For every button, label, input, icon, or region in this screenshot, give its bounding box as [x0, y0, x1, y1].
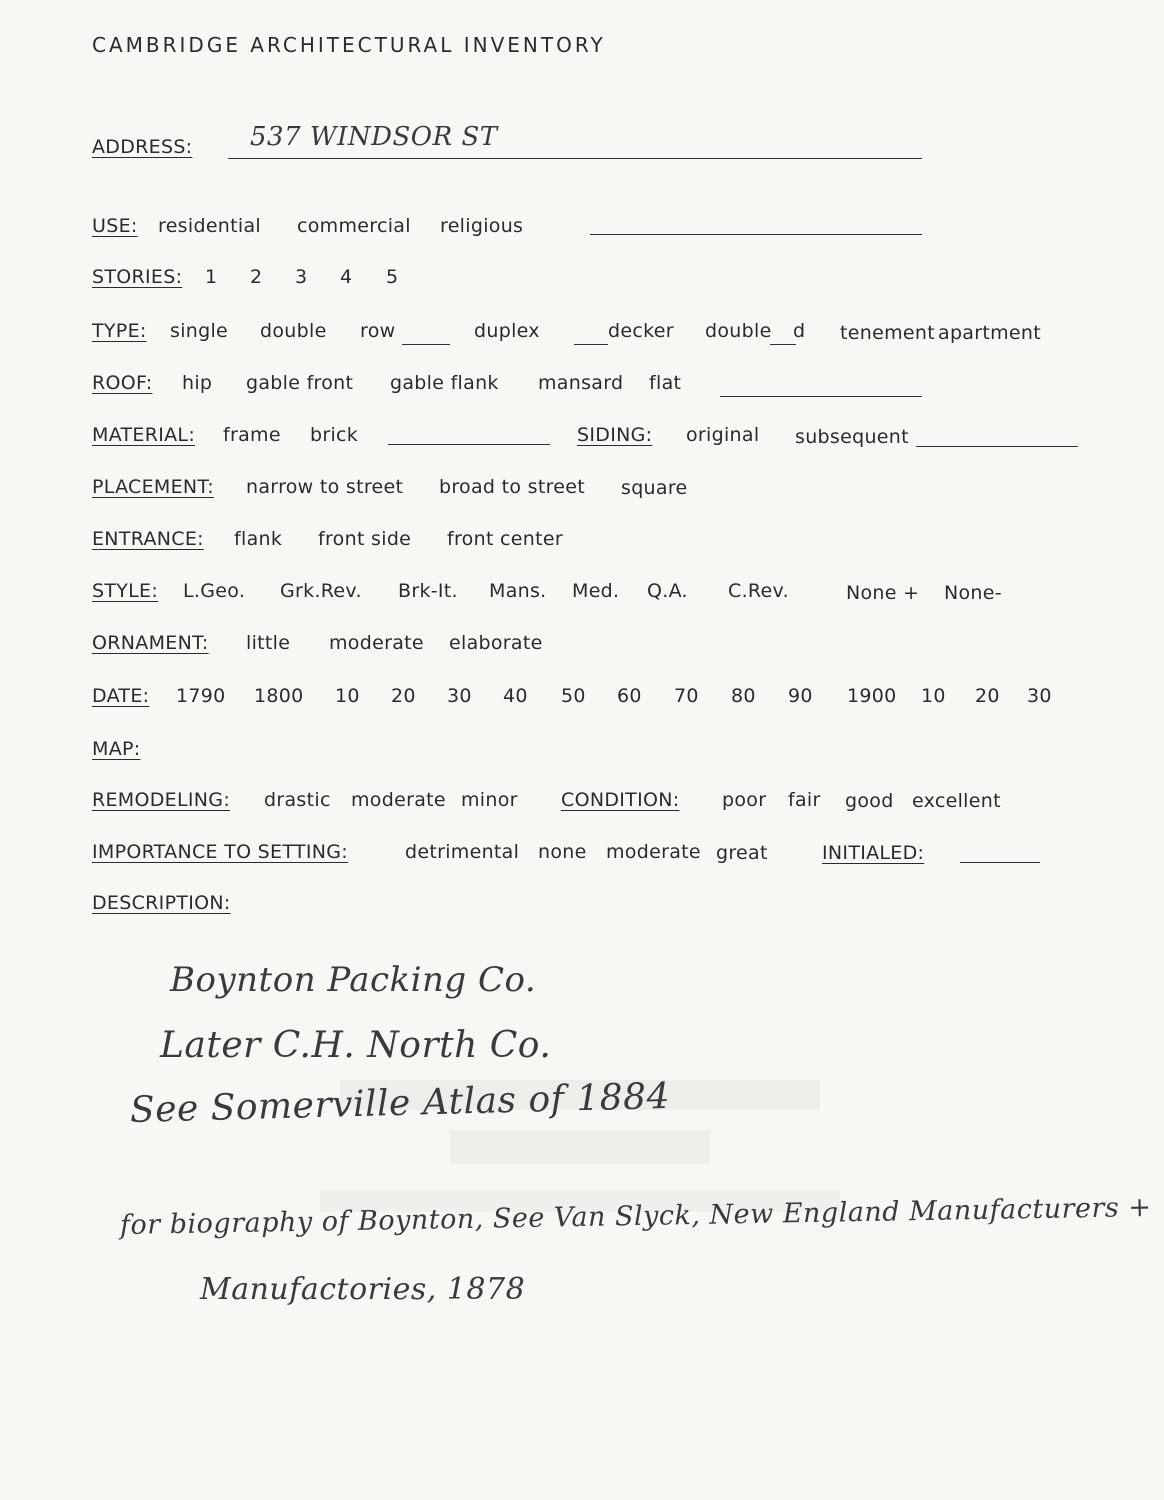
condition-option: poor [722, 789, 767, 811]
type-option: double [705, 320, 772, 342]
date-option: 70 [674, 685, 699, 707]
style-option: L.Geo. [183, 580, 246, 602]
address-line [228, 158, 922, 159]
date-option: 80 [731, 685, 756, 707]
use-label: USE: [92, 215, 138, 237]
double-d-blank-line [770, 344, 796, 345]
date-option: 60 [617, 685, 642, 707]
ornament-label: ORNAMENT: [92, 632, 209, 654]
type-option: tenement [840, 322, 935, 344]
entrance-label: ENTRANCE: [92, 528, 204, 550]
type-option: decker [608, 320, 674, 342]
description-line: Boynton Packing Co. [170, 960, 537, 1000]
remodeling-option: minor [461, 789, 518, 811]
type-option: row [360, 320, 396, 342]
material-option: frame [223, 424, 281, 446]
material-other-line [388, 444, 550, 445]
type-option: single [170, 320, 229, 342]
placement-option: broad to street [439, 476, 586, 498]
siding-option: subsequent [795, 426, 909, 448]
style-option: Brk-It. [398, 580, 458, 602]
stories-label: STORIES: [92, 266, 183, 288]
entrance-option: front side [318, 528, 412, 550]
ornament-option: little [246, 632, 291, 654]
initialed-line [960, 862, 1040, 863]
style-option: None + [846, 582, 920, 604]
roof-option: hip [182, 372, 213, 394]
entrance-option: flank [234, 528, 283, 550]
type-option: duplex [474, 320, 540, 342]
stories-option: 4 [340, 266, 353, 288]
date-option: 1900 [847, 685, 897, 707]
description-line: Manufactories, 1878 [200, 1272, 526, 1307]
date-option: 30 [447, 685, 472, 707]
date-label: DATE: [92, 685, 150, 707]
stories-option: 1 [205, 266, 218, 288]
importance-option: great [716, 842, 768, 864]
type-option: double [260, 320, 327, 342]
roof-option: gable front [246, 372, 354, 394]
date-option: 30 [1027, 685, 1052, 707]
material-label: MATERIAL: [92, 424, 196, 446]
use-other-line [590, 234, 922, 235]
siding-other-line [916, 446, 1078, 447]
roof-other-line [720, 396, 922, 397]
style-option: Q.A. [647, 580, 688, 602]
date-option: 50 [561, 685, 586, 707]
stories-option: 5 [386, 266, 399, 288]
form-title: CAMBRIDGE ARCHITECTURAL INVENTORY [92, 33, 606, 57]
condition-option: excellent [912, 790, 1001, 812]
stories-option: 3 [295, 266, 308, 288]
style-label: STYLE: [92, 580, 159, 602]
description-label: DESCRIPTION: [92, 892, 231, 914]
entrance-option: front center [447, 528, 563, 550]
roof-option: flat [649, 372, 682, 394]
description-line: See Somerville Atlas of 1884 [129, 1075, 671, 1131]
description-line: Later C.H. North Co. [160, 1025, 552, 1066]
roof-option: gable flank [390, 372, 499, 394]
type-option: apartment [938, 322, 1041, 344]
decker-blank-line [574, 344, 608, 345]
type-option: d [793, 320, 806, 342]
remodeling-option: moderate [351, 789, 446, 811]
roof-option: mansard [538, 372, 624, 394]
placement-option: square [621, 477, 688, 499]
type-label: TYPE: [92, 320, 147, 342]
style-option: C.Rev. [728, 580, 789, 602]
row-blank-line [402, 344, 450, 345]
address-label: ADDRESS: [92, 136, 193, 158]
map-label: MAP: [92, 738, 141, 760]
style-option: Med. [572, 580, 620, 602]
remodeling-label: REMODELING: [92, 789, 231, 811]
use-option: commercial [297, 215, 411, 237]
placement-option: narrow to street [246, 476, 404, 498]
date-option: 1800 [254, 685, 304, 707]
remodeling-option: drastic [264, 789, 331, 811]
condition-option: good [845, 790, 894, 812]
placement-label: PLACEMENT: [92, 476, 214, 498]
date-option: 10 [335, 685, 360, 707]
style-option: Grk.Rev. [280, 580, 362, 602]
date-option: 10 [921, 685, 946, 707]
initialed-label: INITIALED: [822, 842, 925, 864]
condition-option: fair [788, 789, 821, 811]
condition-label: CONDITION: [561, 789, 680, 811]
use-option: residential [158, 215, 262, 237]
ornament-option: elaborate [449, 632, 543, 654]
date-option: 20 [975, 685, 1000, 707]
date-option: 90 [788, 685, 813, 707]
style-option: None- [944, 582, 1002, 604]
importance-option: none [538, 841, 587, 863]
importance-option: detrimental [405, 841, 520, 863]
date-option: 40 [503, 685, 528, 707]
material-option: brick [310, 424, 359, 446]
importance-option: moderate [606, 841, 701, 863]
siding-option: original [686, 424, 760, 446]
use-option: religious [440, 215, 524, 237]
address-value: 537 WINDSOR ST [250, 122, 498, 152]
siding-label: SIDING: [577, 424, 653, 446]
stories-option: 2 [250, 266, 263, 288]
roof-label: ROOF: [92, 372, 153, 394]
ornament-option: moderate [329, 632, 424, 654]
date-option: 1790 [176, 685, 226, 707]
description-line: for biography of Boynton, See Van Slyck, New England Manufacturers + [119, 1191, 1152, 1241]
date-option: 20 [391, 685, 416, 707]
importance-label: IMPORTANCE TO SETTING: [92, 841, 348, 863]
style-option: Mans. [489, 580, 547, 602]
